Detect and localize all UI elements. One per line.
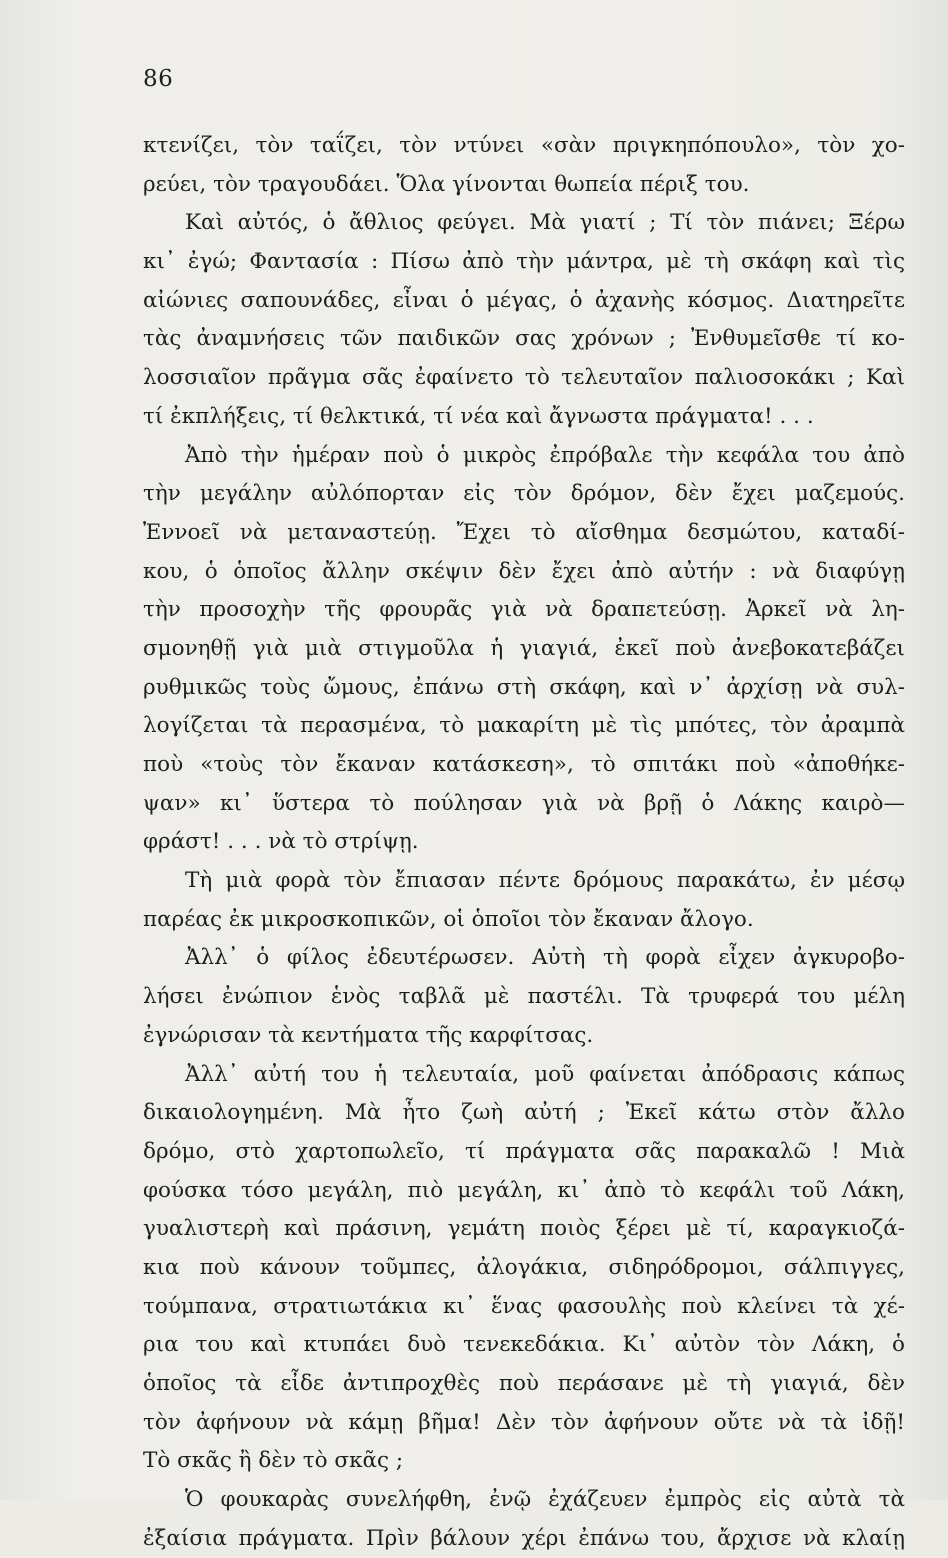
text-line: λήσει ἐνώπιον ἑνὸς ταβλᾶ μὲ παστέλι. Τὰ τρυφερά του μέλη — [143, 984, 905, 1010]
page-number: 86 — [143, 66, 174, 92]
text-line: γυαλιστερὴ καὶ πράσινη, γεμάτη ποιὸς ξέρει μὲ τί, καραγκιοζά- — [143, 1216, 905, 1242]
text-line: κι᾿ ἐγώ; Φαντασία : Πίσω ἀπὸ τὴν μάντρα, μὲ τὴ σκάφη καὶ τὶς — [143, 249, 905, 275]
text-line: κτενίζει, τὸν ταΐζει, τὸν ντύνει «σὰν πριγκηπόπουλο», τὸν χο- — [143, 133, 905, 158]
text-line: Ἀπὸ τὴν ἡμέραν ποὺ ὁ μικρὸς ἐπρόβαλε τὴν κεφάλα του ἀπὸ — [185, 442, 905, 468]
text-line: τὰς ἀναμνήσεις τῶν παιδικῶν σας χρόνων ; Ἐνθυμεῖσθε τί κο- — [143, 326, 905, 352]
text-line: τὴν μεγάλην αὐλόπορταν εἰς τὸν δρόμον, δὲν ἔχει μαζεμούς. — [143, 481, 905, 507]
text-line: Ἐννοεῖ νὰ μεταναστεύῃ. Ἔχει τὸ αἴσθημα δεσμώτου, καταδί- — [143, 519, 905, 545]
text-line: παρέας ἐκ μικροσκοπικῶν, οἱ ὁποῖοι τὸν ἔκαναν ἄλογο. — [143, 906, 754, 932]
text-line: Καὶ αὐτός, ὁ ἄθλιος φεύγει. Μὰ γιατί ; Τί τὸν πιάνει; Ξέρω — [185, 210, 905, 236]
text-line: Ἀλλ᾿ αὐτή του ἡ τελευταία, μοῦ φαίνεται ἀπόδρασις κάπως — [185, 1061, 905, 1087]
text-line: κια ποὺ κάνουν τοῦμπες, ἀλογάκια, σιδηρόδρομοι, σάλπιγγες, — [143, 1254, 905, 1280]
text-line: φούσκα τόσο μεγάλη, πιὸ μεγάλη, κι᾿ ἀπὸ τὸ κεφάλι τοῦ Λάκη, — [143, 1177, 905, 1203]
text-line: λοσσιαῖον πρᾶγμα σᾶς ἐφαίνετο τὸ τελευταῖον παλιοσοκάκι ; Καὶ — [143, 365, 905, 391]
text-line: Τὴ μιὰ φορὰ τὸν ἔπιασαν πέντε δρόμους παρακάτω, ἐν μέσῳ — [185, 868, 905, 894]
text-line: ψαν» κι᾿ ὕστερα τὸ πούλησαν γιὰ νὰ βρῇ ὁ Λάκης καιρὸ— — [143, 790, 905, 816]
text-line: ὁποῖος τὰ εἶδε ἀντιπροχθὲς ποὺ περάσανε μὲ τὴ γιαγιά, δὲν — [143, 1371, 905, 1396]
text-line: τὴν προσοχὴν τῆς φρουρᾶς γιὰ νὰ δραπετεύσῃ. Ἀρκεῖ νὰ λη- — [143, 597, 905, 623]
text-line: κου, ὁ ὁποῖος ἄλλην σκέψιν δὲν ἔχει ἀπὸ αὐτήν : νὰ διαφύγῃ — [143, 558, 905, 584]
text-line: αἰώνιες σαπουνάδες, εἶναι ὁ μέγας, ὁ ἀχανὴς κόσμος. Διατηρεῖτε — [143, 287, 905, 313]
text-line: ρια του καὶ κτυπάει δυὸ τενεκεδάκια. Κι᾿ αὐτὸν τὸν Λάκη, ὁ — [143, 1332, 905, 1358]
text-line: φράστ! . . . νὰ τὸ στρίψῃ. — [143, 829, 419, 855]
text-line: ποὺ «τοὺς τὸν ἔκαναν κατάσκεση», τὸ σπιτάκι ποὺ «ἀποθήκε- — [143, 752, 905, 777]
text-line: Ἀλλ᾿ ὁ φίλος ἐδευτέρωσεν. Αὐτὴ τὴ φορὰ εἶχεν ἀγκυροβο- — [185, 945, 905, 971]
text-line: δρόμο, στὸ χαρτοπωλεῖο, τί πράγματα σᾶς παρακαλῶ ! Μιὰ — [143, 1138, 905, 1164]
text-line: ρεύει, τὸν τραγουδάει. Ὅλα γίνονται θωπεία πέριξ του. — [143, 171, 750, 197]
text-line: ρυθμικῶς τοὺς ὤμους, ἐπάνω στὴ σκάφη, καὶ ν᾿ ἀρχίσῃ νὰ συλ- — [143, 674, 905, 700]
body-text — [143, 127, 905, 1558]
text-line: δικαιολογημένη. Μὰ ἦτο ζωὴ αὐτή ; Ἐκεῖ κάτω στὸν ἄλλο — [143, 1100, 905, 1126]
text-line: λογίζεται τὰ περασμένα, τὸ μακαρίτη μὲ τὶς μπότες, τὸν ἀραμπὰ — [143, 713, 905, 739]
text-line: τούμπανα, στρατιωτάκια κι᾿ ἕνας φασουλὴς ποὺ κλείνει τὰ χέ- — [143, 1293, 905, 1319]
text-line: σμονηθῇ γιὰ μιὰ στιγμοῦλα ἡ γιαγιά, ἐκεῖ ποὺ ἀνεβοκατεβάζει — [143, 635, 905, 661]
text-line: Ὁ φουκαρὰς συνελήφθη, ἐνῷ ἐχάζευεν ἐμπρὸς εἰς αὐτὰ τὰ — [185, 1487, 905, 1513]
text-line: τί ἐκπλήξεις, τί θελκτικά, τί νέα καὶ ἄγνωστα πράγματα! . . . — [143, 403, 814, 429]
text-line: τὸν ἀφήνουν νὰ κάμῃ βῆμα! Δὲν τὸν ἀφήνουν οὔτε νὰ τὰ ἰδῇ! — [143, 1409, 905, 1435]
text-line: Τὸ σκᾶς ἢ δὲν τὸ σκᾶς ; — [143, 1448, 404, 1474]
text-line: ἐξαίσια πράγματα. Πρὶν βάλουν χέρι ἐπάνω του, ἄρχισε νὰ κλαίῃ — [143, 1525, 905, 1551]
text-line: ἐγνώρισαν τὰ κεντήματα τῆς καρφίτσας. — [143, 1022, 594, 1048]
